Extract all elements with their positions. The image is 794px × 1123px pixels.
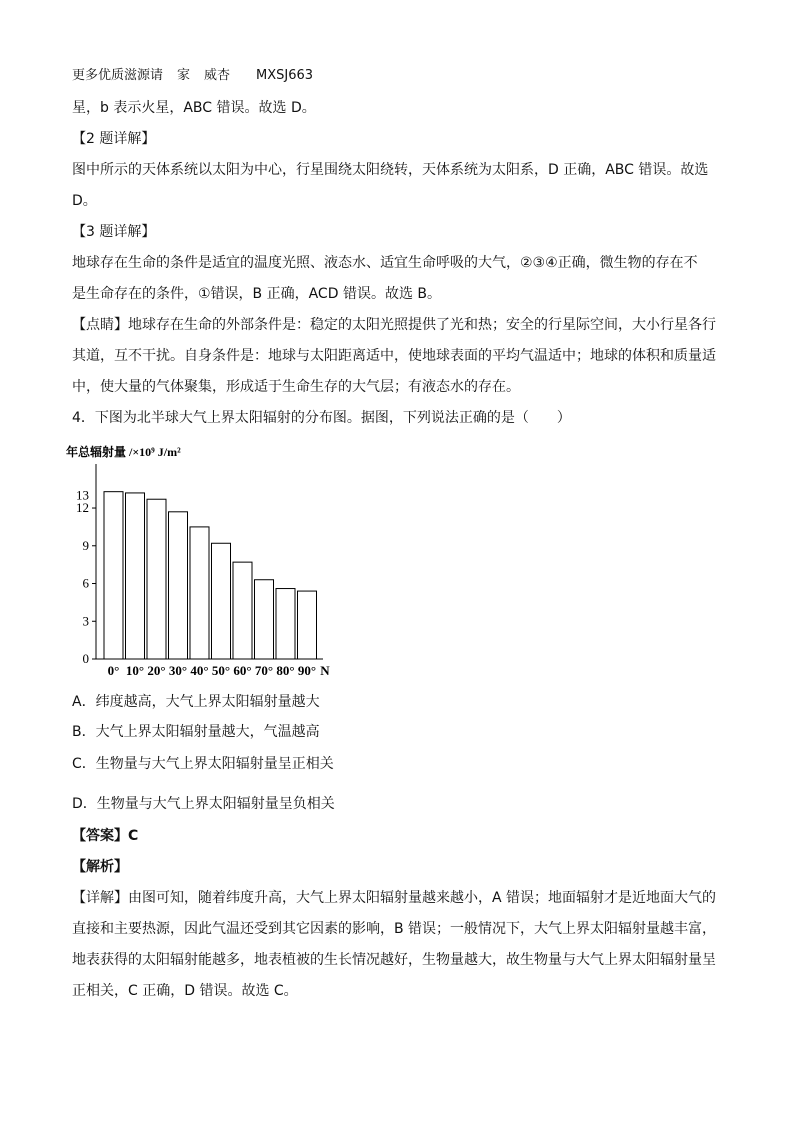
note-line: 【点睛】地球存在生命的外部条件是：稳定的太阳光照提供了光和热；安全的行星际空间，大小行星各行 <box>72 317 716 333</box>
bar-7 <box>255 580 274 659</box>
question-4: 4．下图为北半球大气上界太阳辐射的分布图。据图，下列说法正确的是（ ） <box>72 410 571 426</box>
bar-4 <box>190 527 209 659</box>
y-tick-label: 0 <box>82 651 89 666</box>
bar-9 <box>298 591 317 659</box>
text-line: 是生命存在的条件，①错误，B 正确，ACD 错误。故选 B。 <box>72 286 441 302</box>
x-tick-label: 90° <box>297 663 317 678</box>
text-line: 星，b 表示火星，ABC 错误。故选 D。 <box>72 100 316 116</box>
x-tick-label: 70° <box>254 663 274 678</box>
x-tick-label: 20° <box>147 663 166 678</box>
section-heading-2: 【2 题详解】 <box>72 131 156 147</box>
header-text-4: MXSJ663 <box>256 68 314 83</box>
watermark-header <box>72 66 722 86</box>
note-line: 其道，互不干扰。自身条件是：地球与太阳距离适中，使地球表面的平均气温适中；地球的体积和质量适 <box>72 348 716 364</box>
detail-line: 正相关，C 正确，D 错误。故选 C。 <box>72 983 298 999</box>
answer-label: 【答案】C <box>72 828 139 844</box>
header-text-3: 威杏 <box>204 68 231 83</box>
bar-8 <box>276 589 295 659</box>
chart-svg <box>58 440 358 680</box>
radiation-bar-chart <box>58 440 358 680</box>
x-tick-label: 40° <box>190 663 209 678</box>
option-b: B．大气上界太阳辐射量越大，气温越高 <box>72 724 320 740</box>
y-tick-label: 12 <box>76 500 89 516</box>
bar-2 <box>147 499 166 659</box>
analysis-label: 【解析】 <box>72 859 128 875</box>
x-tick-label: 30° <box>168 663 188 678</box>
y-tick-label: 3 <box>82 613 89 629</box>
y-tick-label: 6 <box>82 575 89 591</box>
chart-y-ticks <box>76 487 96 666</box>
text-line: 图中所示的天体系统以太阳为中心，行星围绕太阳绕转，天体系统为太阳系，D 正确，ABC 错误。故选 <box>72 162 709 178</box>
option-c: C．生物量与大气上界太阳辐射量呈正相关 <box>72 756 334 772</box>
bar-6 <box>233 562 252 659</box>
header-text-2: 家 <box>177 68 191 83</box>
y-tick-label: 9 <box>82 537 89 553</box>
detail-line: 直接和主要热源，因此气温还受到其它因素的影响，B 错误；一般情况下，大气上界太阳辐射量越丰富， <box>72 921 717 937</box>
chart-x-ticks <box>108 663 331 678</box>
bar-1 <box>126 493 145 659</box>
detail-line: 【详解】由图可知，随着纬度升高，大气上界太阳辐射量越来越小，A 错误；地面辐射才是近地面大气的 <box>72 890 717 906</box>
bar-5 <box>212 543 231 659</box>
option-a: A．纬度越高，大气上界太阳辐射量越大 <box>72 694 320 710</box>
chart-bars <box>104 492 317 659</box>
section-heading-3: 【3 题详解】 <box>72 224 156 240</box>
note-line: 中，使大量的气体聚集，形成适于生命生存的大气层；有液态水的存在。 <box>72 379 520 395</box>
x-tick-label: 50° <box>211 663 231 678</box>
x-tick-label: 0° <box>107 663 120 678</box>
header-text-1: 更多优质滋源请 <box>72 68 164 83</box>
text-line: 地球存在生命的条件是适宜的温度光照、液态水、适宜生命呼吸的大气，②③④正确，微生物的存在不 <box>72 255 698 271</box>
chart-y-axis-label: 年总辐射量 /×10⁹ J/m² <box>66 445 181 459</box>
text-line: D。 <box>72 193 97 209</box>
y-tick-label-top: 13 <box>76 487 89 503</box>
x-tick-label: 10° <box>125 663 145 678</box>
detail-line: 地表获得的太阳辐射能越多，地表植被的生长情况越好，生物量越大，故生物量与大气上界太阳辐射量呈 <box>72 952 716 968</box>
bar-0 <box>104 492 123 659</box>
x-tick-label: 60° <box>233 663 252 678</box>
bar-3 <box>169 512 188 659</box>
x-tick-label: 80° <box>276 663 295 678</box>
x-axis-suffix: N <box>320 663 330 678</box>
option-d: D．生物量与大气上界太阳辐射量呈负相关 <box>72 796 335 812</box>
